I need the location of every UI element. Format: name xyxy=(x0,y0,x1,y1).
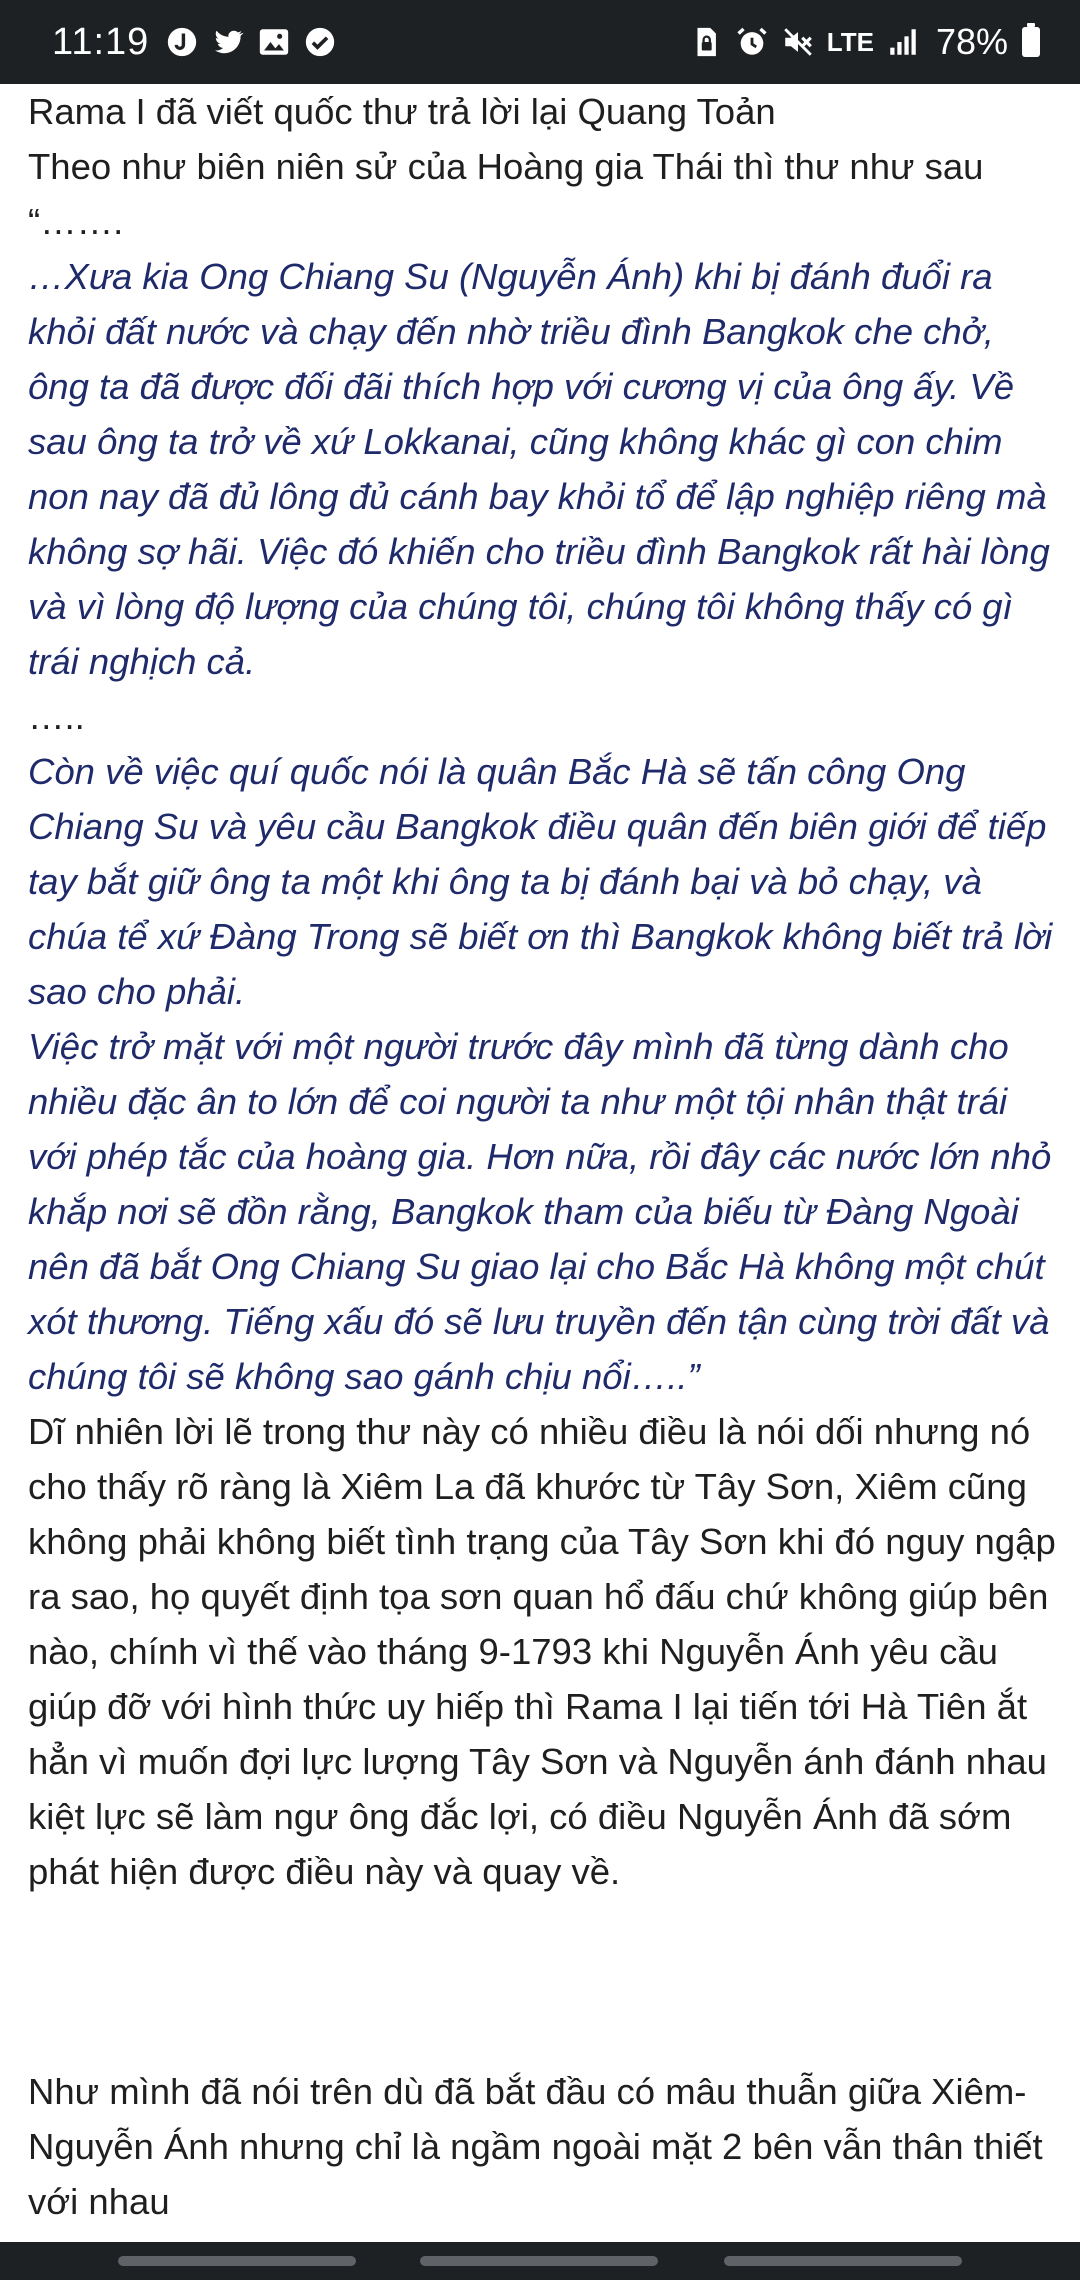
quote-paragraph-3: Việc trở mặt với một người trước đây mình đã từng dành cho nhiều đặc ân to lớn để coi người ta như một tội nhân thật trái với phép tắc của hoàng gia. Hơn nữa, rồi đây các nước lớn nhỏ khắp nơi sẽ đồn rằng, Bangkok tham của biếu từ Đàng Ngoài nên đã bắt Ong Chiang Su giao lại cho Bắc Hà không một chút xót thương. Tiếng xấu đó sẽ lưu truyền đến tận cùng trời đất và chúng tôi sẽ không sao gánh chịu nổi…..” xyxy=(28,1026,1052,1397)
quote-ellipsis: ….. xyxy=(28,696,85,737)
closing-paragraph: Như mình đã nói trên dù đã bắt đầu có mâu thuẫn giữa Xiêm-Nguyễn Ánh nhưng chỉ là ngầm ngoài mặt 2 bên vẫn thân thiết với nhau xyxy=(28,2071,1043,2222)
quote-open: “……. xyxy=(28,201,124,242)
article-content xyxy=(0,84,1080,2242)
network-type: LTE xyxy=(826,26,874,57)
gallery-icon xyxy=(257,25,291,59)
mute-icon xyxy=(781,25,815,59)
nav-home-handle[interactable] xyxy=(420,2256,658,2266)
commentary-paragraph: Dĩ nhiên lời lẽ trong thư này có nhiều điều là nói dối nhưng nó cho thấy rõ ràng là Xiêm La đã khước từ Tây Sơn, Xiêm cũng không phải không biết tình trạng của Tây Sơn khi đó nguy ngập ra sao, họ quyết định tọa sơn quan hổ đấu chứ không giúp bên nào, chính vì thế vào tháng 9-1793 khi Nguyễn Ánh yêu cầu giúp đỡ với hình thức uy hiếp thì Rama I lại tiến tới Hà Tiên ắt hẳn vì muốn đợi lực lượng Tây Sơn và Nguyễn ánh đánh nhau kiệt lực sẽ làm ngư ông đắc lợi, có điều Nguyễn Ánh đã sớm phát hiện được điều này và quay về. xyxy=(28,1411,1056,1892)
status-bar xyxy=(0,0,1080,84)
system-status xyxy=(689,21,1040,63)
twitter-icon xyxy=(211,25,245,59)
status-time: 11:19 xyxy=(52,20,150,63)
nav-back-handle[interactable] xyxy=(724,2256,962,2266)
paragraph-intro: Rama I đã viết quốc thư trả lời lại Quang Toản xyxy=(28,91,776,132)
check-circle-icon xyxy=(303,25,337,59)
quote-paragraph-2: Còn về việc quí quốc nói là quân Bắc Hà sẽ tấn công Ong Chiang Su và yêu cầu Bangkok điều quân đến biên giới để tiếp tay bắt giữ ông ta một khi ông ta bị đánh bại và bỏ chạy, và chúa tể xứ Đàng Trong sẽ biết ơn thì Bangkok không biết trả lời sao cho phải. xyxy=(28,751,1053,1012)
nav-recents-handle[interactable] xyxy=(118,2256,356,2266)
paragraph-gap xyxy=(28,1899,1062,2064)
navigation-bar xyxy=(0,2242,1080,2280)
signal-icon xyxy=(886,25,920,59)
paragraph-chronicle: Theo như biên niên sử của Hoàng gia Thái thì thư như sau xyxy=(28,146,984,187)
alarm-icon xyxy=(735,25,769,59)
notification-icons xyxy=(165,25,337,59)
quote-paragraph-1: …Xưa kia Ong Chiang Su (Nguyễn Ánh) khi bị đánh đuổi ra khỏi đất nước và chạy đến nhờ triều đình Bangkok che chở, ông ta đã được đối đãi thích hợp với cương vị của ông ấy. Về sau ông ta trở về xứ Lokkanai, cũng không khác gì con chim non nay đã đủ lông đủ cánh bay khỏi tổ để lập nghiệp riêng mà không sợ hãi. Việc đó khiến cho triều đình Bangkok rất hài lòng và vì lòng độ lượng của chúng tôi, chúng tôi không thấy có gì trái nghịch cả. xyxy=(28,256,1050,682)
battery-percent: 78% xyxy=(935,21,1008,62)
sim-lock-icon xyxy=(689,25,723,59)
j-app-icon xyxy=(165,25,199,59)
battery-icon xyxy=(1022,27,1040,57)
